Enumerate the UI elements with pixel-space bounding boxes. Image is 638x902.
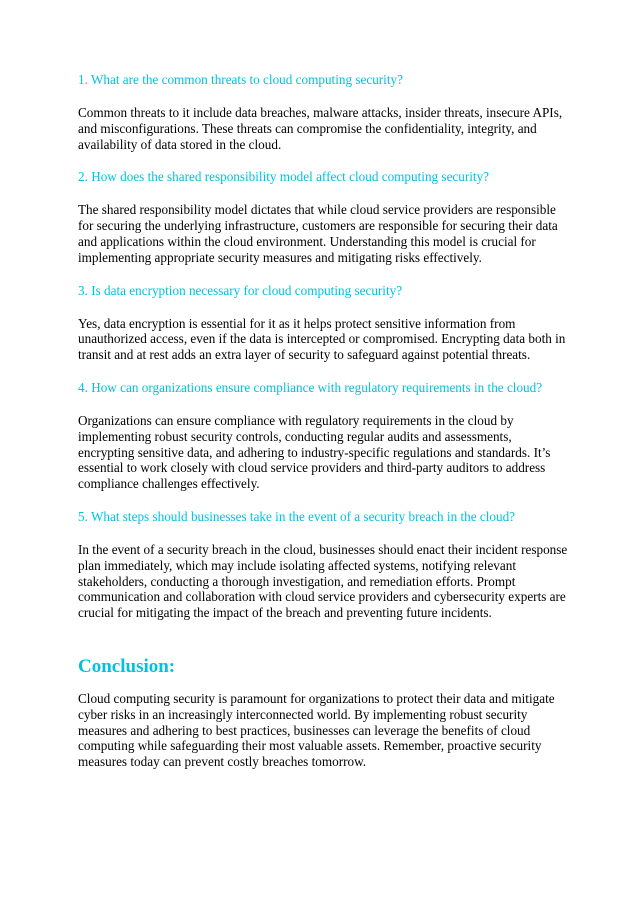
faq-answer-3: Yes, data encryption is essential for it as it helps protect sensitive information from unauthorized access, even if the data is intercepted or compromised. Encrypting data both in transit and at rest adds an extra layer of security to safeguard against potential threats. — [78, 315, 566, 363]
conclusion-text: Cloud computing security is paramount for organizations to protect their data and mitigate cyber risks in an increasingly interconnected world. By implementing robust security measures and adhering to best practices, businesses can leverage the benefits of cloud computing while safeguarding their most valuable assets. Remember, proactive security measures today can prevent costly breaches tomorrow. — [78, 690, 555, 770]
faq-answer-2: The shared responsibility model dictates that while cloud service providers are responsible for securing the underlying infrastructure, customers are responsible for securing their data and applications within the cloud environment. Understanding this model is crucial for implementing appropriate security measures and mitigating risks effectively. — [78, 202, 558, 265]
faq-answer-1: Common threats to it include data breaches, malware attacks, insider threats, insecure APIs, and misconfigurations. These threats can compromise the confidentiality, integrity, and availability of data stored in the cloud. — [78, 105, 563, 152]
faq-answer-4: Organizations can ensure compliance with regulatory requirements in the cloud by implementing robust security controls, conducting regular audits and assessments, encrypting sensitive data, and adhering to industry-specific regulations and standards. It’s essential to work closely with cloud service providers and third-party auditors to address compliance challenges effectively. — [78, 412, 551, 492]
faq-question-3: 3. Is data encryption necessary for cloud computing security? — [78, 282, 403, 298]
faq-question-1: 1. What are the common threats to cloud computing security? — [78, 72, 403, 87]
faq-answer-5: In the event of a security breach in the cloud, businesses should enact their incident response plan immediately, which may include isolating affected systems, notifying relevant stakeholders, conducting a thorough investigation, and remediation efforts. Prompt communication and collaboration with cloud service providers and cybersecurity experts are crucial for mitigating the impact of the breach and preventing future incidents. — [78, 541, 568, 621]
document-page — [78, 72, 568, 770]
faq-question-2: 2. How does the shared responsibility model affect cloud computing security? — [78, 169, 490, 185]
conclusion-heading: Conclusion: — [78, 655, 176, 677]
faq-question-5: 5. What steps should businesses take in the event of a security breach in the cloud? — [78, 508, 516, 524]
faq-question-4: 4. How can organizations ensure compliance with regulatory requirements in the cloud? — [78, 379, 543, 395]
